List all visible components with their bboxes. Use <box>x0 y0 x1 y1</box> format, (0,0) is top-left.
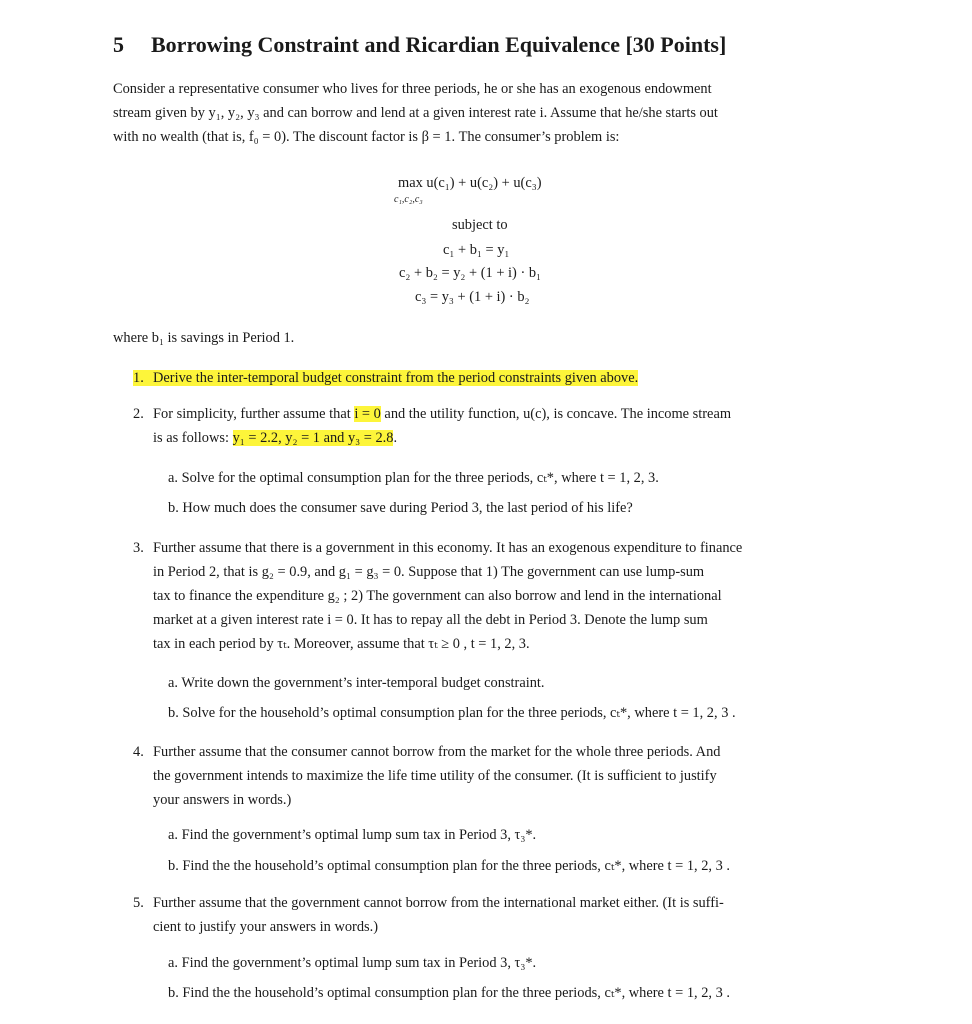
question-2: 2. For simplicity, further assume that i = 0 and the utility function, u(c), is concave. The income stream is as follows: y₁ = 2.2, y₂ = 1 and y₃ = 2.8. <box>133 402 861 450</box>
question-1 <box>133 366 861 390</box>
section-number: 5 <box>113 32 124 57</box>
constraint-period-3: c₃ = y₃ + (1 + i) · b₂ <box>415 289 530 305</box>
question-5a: a. Find the government’s optimal lump sum tax in Period 3, τ₃*. <box>168 955 537 971</box>
objective-function: max u(c₁) + u(c₂) + u(c₃) <box>398 175 542 191</box>
question-4b: b. Find the the household’s optimal consumption plan for the three periods, cₜ*, where t = 1, 2, 3 . <box>168 858 731 874</box>
question-1-text: Derive the inter-temporal budget constraint from the period constraints given above. <box>153 370 639 386</box>
question-label: 3. <box>133 540 144 556</box>
intro-paragraph <box>113 77 861 149</box>
objective-subscript: c₁,c₂,c₃ <box>394 194 423 205</box>
highlight-interest-rate: i = 0 <box>354 406 381 422</box>
subject-to-label: subject to <box>452 217 508 233</box>
question-label: 2. <box>133 406 144 422</box>
highlight-income-stream: y₁ = 2.2, y₂ = 1 and y₃ = 2.8 <box>232 430 394 446</box>
question-3a: a. Write down the government’s inter-temporal budget constraint. <box>168 675 545 691</box>
question-4a: a. Find the government’s optimal lump sum tax in Period 3, τ₃*. <box>168 827 537 843</box>
question-5: 5. Further assume that the government cannot borrow from the international market either. (It is suffi- cient to justify your answers in words.) <box>133 891 861 939</box>
section-title: Borrowing Constraint and Ricardian Equivalence [30 Points] <box>151 32 727 57</box>
question-2a: a. Solve for the optimal consumption plan for the three periods, cₜ*, where t = 1, 2, 3. <box>168 470 659 486</box>
question-2b: b. How much does the consumer save during Period 3, the last period of his life? <box>168 500 633 516</box>
question-label: 5. <box>133 895 144 911</box>
intro-line: with no wealth (that is, f₀ = 0). The discount factor is β = 1. The consumer’s problem is: <box>113 129 620 145</box>
question-3b: b. Solve for the household’s optimal consumption plan for the three periods, cₜ*, where t = 1, 2, 3 . <box>168 705 736 721</box>
question-3: 3. Further assume that there is a government in this economy. It has an exogenous expenditure to finance in Period 2, that is g₂ = 0.9, and g₁ = g₃ = 0. Suppose that 1) The government can use lump-sum tax to finance the expenditure g₂ ; 2) The government can also borrow and lend in the international market at a given interest rate i = 0. It has to repay all the debt in Period 3. Denote the lump sum tax in each period by τₜ. Moreover, assume that τₜ ≥ 0 , t = 1, 2, 3. <box>133 536 861 656</box>
question-label: 1. <box>133 370 144 386</box>
question-4: 4. Further assume that the consumer cannot borrow from the market for the whole three periods. And the government intends to maximize the life time utility of the consumer. (It is sufficient to justify your answers in words.) <box>133 740 861 812</box>
where-text: where b₁ is savings in Period 1. <box>113 330 295 346</box>
question-label: 4. <box>133 744 144 760</box>
intro-line: Consider a representative consumer who lives for three periods, he or she has an exogenous endowment <box>113 81 712 97</box>
constraint-period-1: c₁ + b₁ = y₁ <box>443 242 510 258</box>
intro-line: stream given by y₁, y₂, y₃ and can borrow and lend at a given interest rate i. Assume that he/she starts out <box>113 105 718 121</box>
question-5b: b. Find the the household’s optimal consumption plan for the three periods, cₜ*, where t = 1, 2, 3 . <box>168 985 731 1001</box>
section-heading <box>113 32 726 58</box>
constraint-period-2: c₂ + b₂ = y₂ + (1 + i) · b₁ <box>399 265 542 281</box>
question-1-highlight <box>133 370 638 386</box>
